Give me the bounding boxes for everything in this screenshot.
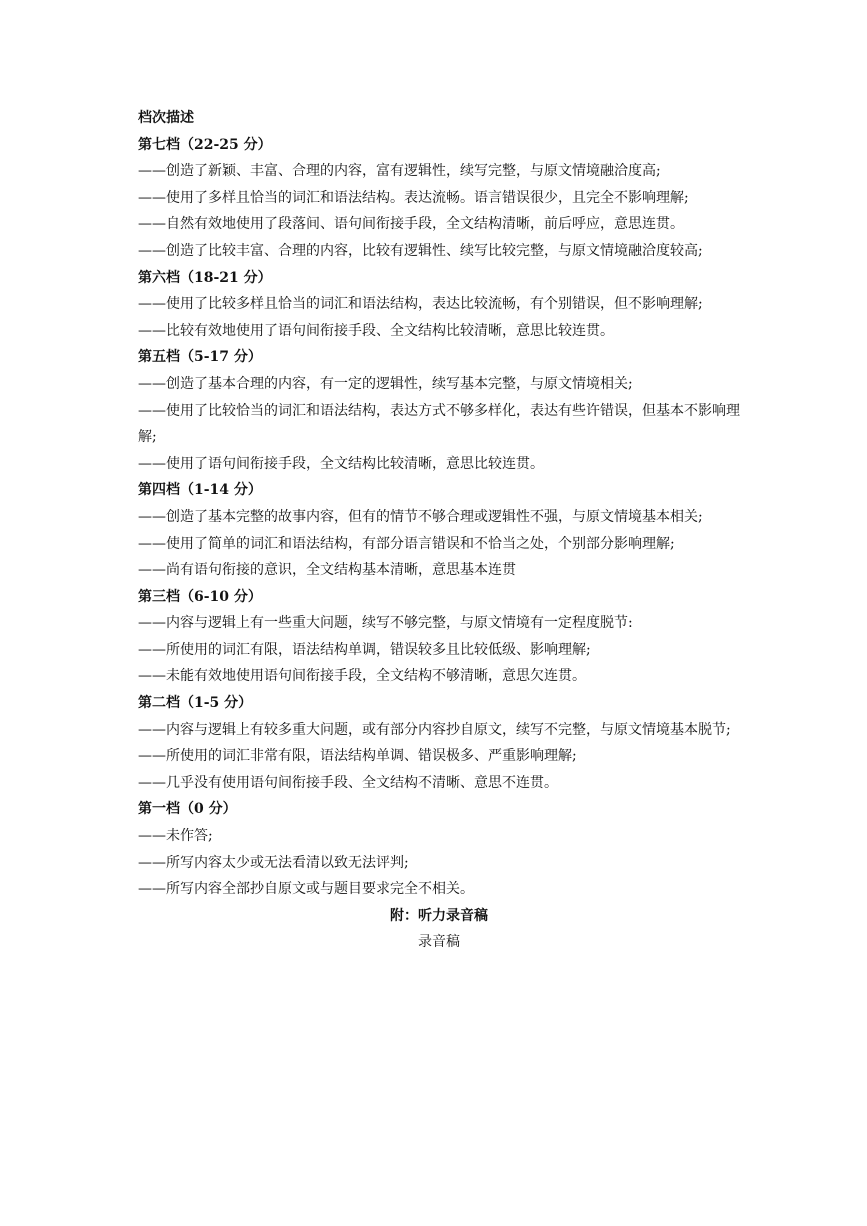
band-3-item-3: ——未能有效地使用语句间衔接手段，全文结构不够清晰，意思欠连贯。 — [138, 668, 586, 685]
appendix-subtitle: 录音稿 — [418, 934, 460, 951]
band-5-item-2: ——使用了比较恰当的词汇和语法结构，表达方式不够多样化，表达有些许错误，但基本不影响理解; — [138, 402, 740, 446]
band-7-item-2: ——使用了多样且恰当的词汇和语法结构。表达流畅。语言错误很少，且完全不影响理解; — [138, 189, 689, 206]
document-body — [138, 105, 740, 956]
band-4-item-3: ——尚有语句衔接的意识，全文结构基本清晰，意思基本连贯 — [138, 562, 516, 579]
band-2-item-1: ——内容与逻辑上有较多重大问题，或有部分内容抄自原文，续写不完整，与原文情境基本脱节; — [138, 721, 731, 738]
band-3-item-2: ——所使用的词汇有限，语法结构单调，错误较多且比较低级、影响理解; — [138, 641, 591, 658]
appendix-title: 附：听力录音稿 — [390, 907, 488, 924]
section-heading: 档次描述 — [138, 110, 194, 126]
band-5-item-3: ——使用了语句间衔接手段，全文结构比较清晰，意思比较连贯。 — [138, 455, 544, 472]
band-4-item-1: ——创造了基本完整的故事内容，但有的情节不够合理或逻辑性不强，与原文情境基本相关; — [138, 508, 703, 525]
band-3-title: 第三档（6-10 分） — [138, 588, 262, 605]
band-1-title: 第一档（0 分） — [138, 801, 237, 818]
band-7-item-4: ——创造了比较丰富、合理的内容，比较有逻辑性、续写比较完整，与原文情境融洽度较高; — [138, 242, 703, 259]
band-4-item-2: ——使用了简单的词汇和语法结构，有部分语言错误和不恰当之处，个别部分影响理解; — [138, 535, 675, 552]
band-1-item-3: ——所写内容全部抄自原文或与题目要求完全不相关。 — [138, 881, 474, 898]
band-7-item-3: ——自然有效地使用了段落间、语句间衔接手段，全文结构清晰，前后呼应，意思连贯。 — [138, 216, 684, 233]
band-1-item-2: ——所写内容太少或无法看清以致无法评判; — [138, 854, 409, 871]
band-5-title: 第五档（5-17 分） — [138, 349, 262, 366]
band-2-item-3: ——几乎没有使用语句间衔接手段、全文结构不清晰、意思不连贯。 — [138, 774, 558, 791]
band-2-item-2: ——所使用的词汇非常有限，语法结构单调、错误极多、严重影响理解; — [138, 748, 577, 765]
band-7-title: 第七档（22-25 分） — [138, 136, 272, 153]
band-2-title: 第二档（1-5 分） — [138, 695, 253, 712]
band-5-item-1: ——创造了基本合理的内容，有一定的逻辑性，续写基本完整，与原文情境相关; — [138, 375, 633, 392]
band-4-title: 第四档（1-14 分） — [138, 482, 262, 499]
band-6-item-2: ——比较有效地使用了语句间衔接手段、全文结构比较清晰，意思比较连贯。 — [138, 322, 614, 339]
band-7-item-1: ——创造了新颖、丰富、合理的内容，富有逻辑性，续写完整，与原文情境融洽度高; — [138, 163, 661, 180]
band-1-item-1: ——未作答; — [138, 828, 213, 845]
band-6-item-1: ——使用了比较多样且恰当的词汇和语法结构，表达比较流畅，有个别错误，但不影响理解; — [138, 296, 703, 313]
band-3-item-1: ——内容与逻辑上有一些重大问题，续写不够完整，与原文情境有一定程度脱节: — [138, 615, 633, 632]
band-6-title: 第六档（18-21 分） — [138, 269, 272, 286]
